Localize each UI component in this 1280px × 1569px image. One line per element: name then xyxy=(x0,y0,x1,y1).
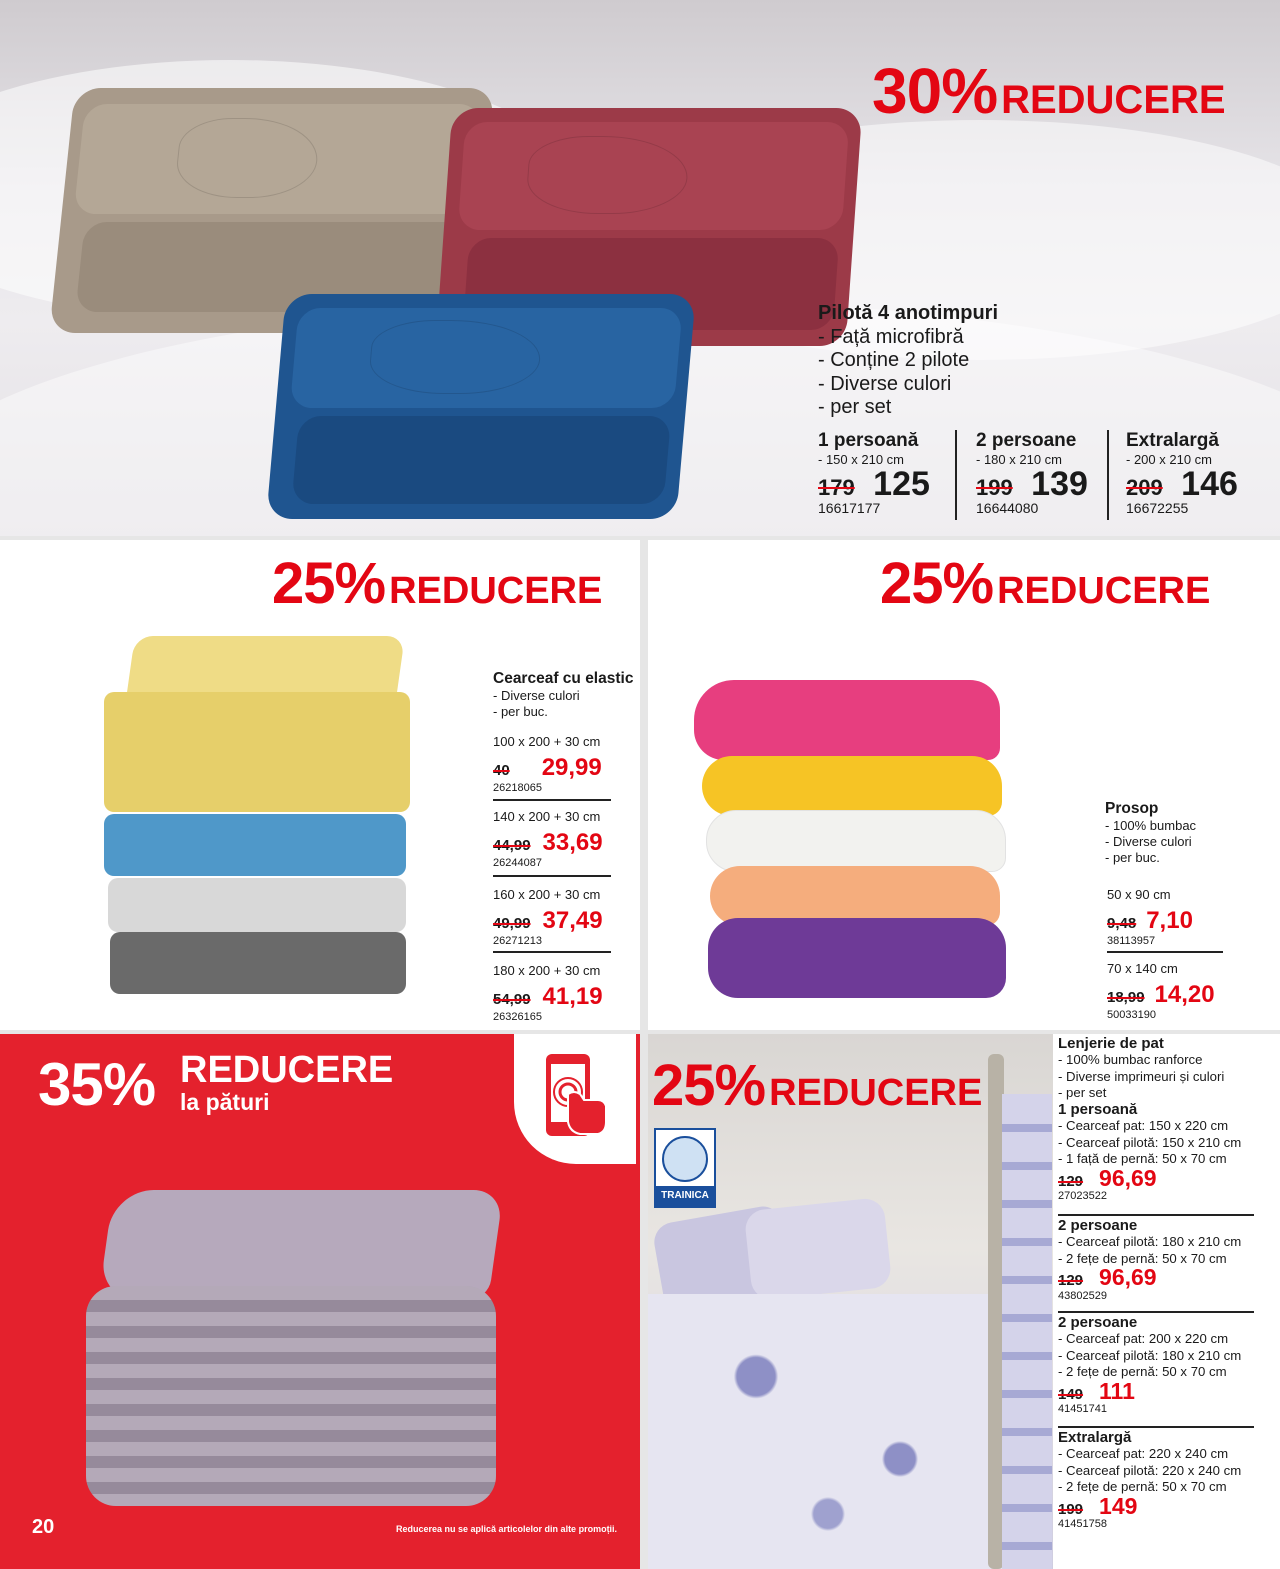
brand-name: TRAINICA xyxy=(656,1186,714,1206)
feature-item: - Diverse culori xyxy=(1105,834,1192,849)
variant-item: - Cearceaf pat: 150 x 220 cm xyxy=(1058,1118,1229,1134)
variant-name: 2 persoane xyxy=(1058,1314,1138,1331)
variant-180 xyxy=(493,963,611,1023)
blanket-body xyxy=(86,1286,496,1506)
variant-size: 140 x 200 + 30 cm xyxy=(493,809,601,824)
section-gap xyxy=(640,540,648,1569)
discount-word: REDUCERE xyxy=(389,570,603,612)
variant-name: 1 persoană xyxy=(1058,1101,1138,1118)
product-code: 26244087 xyxy=(493,857,542,869)
discount-percent: 35% xyxy=(38,1051,156,1118)
product-code: 26271213 xyxy=(493,935,542,947)
old-price: 18,99 xyxy=(1107,989,1145,1006)
feature-item: - Față microfibră xyxy=(818,325,964,348)
variant-extralarge xyxy=(1126,430,1276,516)
variant-single xyxy=(1058,1102,1258,1202)
variant-140 xyxy=(493,809,611,869)
new-price: 29,99 xyxy=(541,754,602,781)
old-price: 179 xyxy=(818,475,855,500)
feature-item: - Conține 2 pilote xyxy=(818,349,970,371)
product-title: Cearceaf cu elastic xyxy=(493,670,634,687)
old-price: 40 xyxy=(493,762,510,779)
variant-item: - Cearceaf pat: 220 x 240 cm xyxy=(1058,1446,1229,1462)
feature-item: - Diverse culori xyxy=(818,372,952,395)
new-price: 125 xyxy=(873,465,930,503)
variant-name: 2 persoane xyxy=(1058,1217,1138,1234)
discount-sub: la pături xyxy=(180,1089,270,1115)
old-price: 9,48 xyxy=(1107,915,1137,932)
towel-purple xyxy=(708,918,1006,998)
variant-item: - 1 față de pernă: 50 x 70 cm xyxy=(1058,1151,1227,1167)
variant-name: 1 persoană xyxy=(818,430,919,451)
variant-double xyxy=(976,430,1116,516)
new-price: 111 xyxy=(1099,1377,1135,1404)
old-price: 54,99 xyxy=(493,991,531,1008)
discount-word: REDUCERE xyxy=(997,570,1211,612)
sheet-yellow xyxy=(104,692,410,812)
new-price: 14,20 xyxy=(1154,981,1215,1008)
divider xyxy=(493,799,611,801)
product-title: Lenjerie de pat xyxy=(1058,1035,1164,1052)
product-code: 27023522 xyxy=(1058,1190,1107,1203)
feature-item: - per buc. xyxy=(493,704,548,719)
variant-single xyxy=(818,430,958,516)
product-code: 16672255 xyxy=(1126,500,1189,516)
discount-percent: 25% xyxy=(880,551,994,616)
page-number: 20 xyxy=(32,1516,55,1538)
old-price: 129 xyxy=(1058,1172,1084,1190)
product-code: 43802529 xyxy=(1058,1289,1107,1302)
disclaimer: Reducerea nu se aplică articolelor din alte promoții. xyxy=(396,1524,618,1534)
discount-headline xyxy=(652,1052,982,1119)
mobile-app-badge xyxy=(514,1034,636,1164)
variant-item: - Cearceaf pilotă: 180 x 210 cm xyxy=(1058,1347,1242,1363)
product-info xyxy=(1058,1036,1278,1102)
divider xyxy=(493,875,611,877)
sheet-dark-gray xyxy=(110,932,406,994)
feature-item: - per set xyxy=(818,396,892,418)
old-price: 49,99 xyxy=(493,915,531,932)
product-code: 26218065 xyxy=(493,782,542,794)
discount-headline xyxy=(872,54,1226,128)
product-title: Pilotă 4 anotimpuri xyxy=(818,302,999,324)
new-price: 146 xyxy=(1181,465,1238,503)
product-code: 16617177 xyxy=(818,500,881,516)
variant-size: 50 x 90 cm xyxy=(1107,887,1171,902)
discount-headline xyxy=(272,550,602,617)
variant-name: 2 persoane xyxy=(976,430,1077,451)
discount-headline xyxy=(880,550,1210,617)
quilt-section xyxy=(0,0,1280,536)
towels-image xyxy=(692,680,1008,998)
towel-yellow xyxy=(702,756,1002,816)
new-price: 96,69 xyxy=(1099,1164,1157,1191)
throw-blanket-image xyxy=(86,1190,498,1510)
variant-size: - 200 x 210 cm xyxy=(1126,452,1212,467)
new-price: 139 xyxy=(1031,465,1088,503)
discount-word: REDUCERE xyxy=(180,1049,394,1091)
new-price: 96,69 xyxy=(1099,1264,1157,1291)
product-code: 50033190 xyxy=(1107,1009,1156,1021)
new-price: 149 xyxy=(1099,1492,1138,1519)
product-code: 41451741 xyxy=(1058,1403,1107,1416)
throw-blanket-section xyxy=(0,1034,640,1569)
product-info xyxy=(818,302,998,420)
product-title: Prosop xyxy=(1105,800,1159,817)
feature-item: - Diverse culori xyxy=(493,688,580,703)
divider xyxy=(955,430,957,520)
variant-item: - Cearceaf pilotă: 180 x 210 cm xyxy=(1058,1234,1242,1250)
feature-item: - per buc. xyxy=(1105,850,1160,865)
divider xyxy=(493,951,611,953)
discount-word: REDUCERE xyxy=(769,1072,983,1114)
blanket-top xyxy=(98,1190,503,1300)
product-code: 16644080 xyxy=(976,500,1039,516)
blanket-ribs xyxy=(86,1286,496,1506)
sheet-light-gray xyxy=(108,878,406,932)
hanging-sheet xyxy=(1002,1094,1052,1569)
quilt-blue-image xyxy=(266,294,696,519)
variant-name: Extralargă xyxy=(1058,1429,1132,1446)
variant-size: 70 x 140 cm xyxy=(1107,961,1178,976)
variant-size: - 180 x 210 cm xyxy=(976,452,1062,467)
product-info xyxy=(1105,800,1275,866)
feature-item: - per set xyxy=(1058,1085,1107,1101)
sheet-blue xyxy=(104,814,406,876)
variant-100 xyxy=(493,734,611,794)
towel-pink xyxy=(694,680,1000,760)
duvet xyxy=(648,1294,1008,1569)
product-code: 38113957 xyxy=(1107,935,1156,947)
variant-item: - 2 fețe de pernă: 50 x 70 cm xyxy=(1058,1479,1227,1495)
variant-name: Extralargă xyxy=(1126,430,1219,451)
feature-item: - Diverse imprimeuri și culori xyxy=(1058,1068,1225,1084)
old-price: 199 xyxy=(1058,1500,1084,1518)
ship-icon xyxy=(662,1136,708,1182)
discount-word: REDUCERE xyxy=(1001,78,1226,122)
discount-text xyxy=(180,1050,393,1114)
product-code: 41451758 xyxy=(1058,1518,1107,1531)
divider xyxy=(1058,1214,1254,1216)
variant-size: 100 x 200 + 30 cm xyxy=(493,734,601,749)
new-price: 41,19 xyxy=(542,983,603,1010)
variant-item: - 2 fețe de pernă: 50 x 70 cm xyxy=(1058,1250,1227,1266)
fitted-sheets-image xyxy=(100,636,412,1000)
discount-percent: 25% xyxy=(652,1053,766,1118)
new-price: 37,49 xyxy=(542,907,603,934)
quilt-fold xyxy=(291,416,671,504)
fitted-sheet-section xyxy=(0,540,640,1030)
discount-headline xyxy=(38,1050,155,1119)
divider xyxy=(1107,951,1223,953)
old-price: 129 xyxy=(1058,1272,1084,1290)
variant-size: 180 x 200 + 30 cm xyxy=(493,963,601,978)
old-price: 209 xyxy=(1126,475,1163,500)
variant-size: 160 x 200 + 30 cm xyxy=(493,887,601,902)
variant-item: - 2 fețe de pernă: 50 x 70 cm xyxy=(1058,1364,1227,1380)
variant-item: - Cearceaf pilotă: 150 x 210 cm xyxy=(1058,1134,1242,1150)
variant-size: - 150 x 210 cm xyxy=(818,452,904,467)
feature-item: - 100% bumbac ranforce xyxy=(1058,1052,1203,1068)
towel-section xyxy=(648,540,1280,1030)
feature-item: - 100% bumbac xyxy=(1105,818,1197,833)
divider xyxy=(1058,1311,1254,1313)
towel-peach xyxy=(710,866,1000,926)
product-code: 26326165 xyxy=(493,1011,542,1023)
old-price: 149 xyxy=(1058,1385,1084,1403)
towel-white xyxy=(706,810,1006,872)
variant-double xyxy=(1058,1218,1258,1302)
pillow xyxy=(744,1197,893,1301)
new-price: 33,69 xyxy=(542,829,603,856)
discount-percent: 30% xyxy=(872,55,998,127)
variant-double-large xyxy=(1058,1315,1258,1415)
variant-extralarge xyxy=(1058,1430,1258,1530)
phone-tap-icon xyxy=(514,1034,636,1164)
divider xyxy=(1058,1426,1254,1428)
variant-item: - Cearceaf pat: 200 x 220 cm xyxy=(1058,1331,1229,1347)
variant-70x140 xyxy=(1107,961,1227,1021)
old-price: 44,99 xyxy=(493,837,531,854)
old-price: 199 xyxy=(976,475,1013,500)
product-info xyxy=(493,670,638,720)
variant-50x90 xyxy=(1107,887,1223,947)
brand-logo xyxy=(654,1128,716,1208)
bed-linen-section xyxy=(648,1034,1280,1569)
discount-percent: 25% xyxy=(272,551,386,616)
variant-160 xyxy=(493,887,611,947)
new-price: 7,10 xyxy=(1146,907,1193,934)
divider xyxy=(1107,430,1109,520)
variant-item: - Cearceaf pilotă: 220 x 240 cm xyxy=(1058,1462,1242,1478)
